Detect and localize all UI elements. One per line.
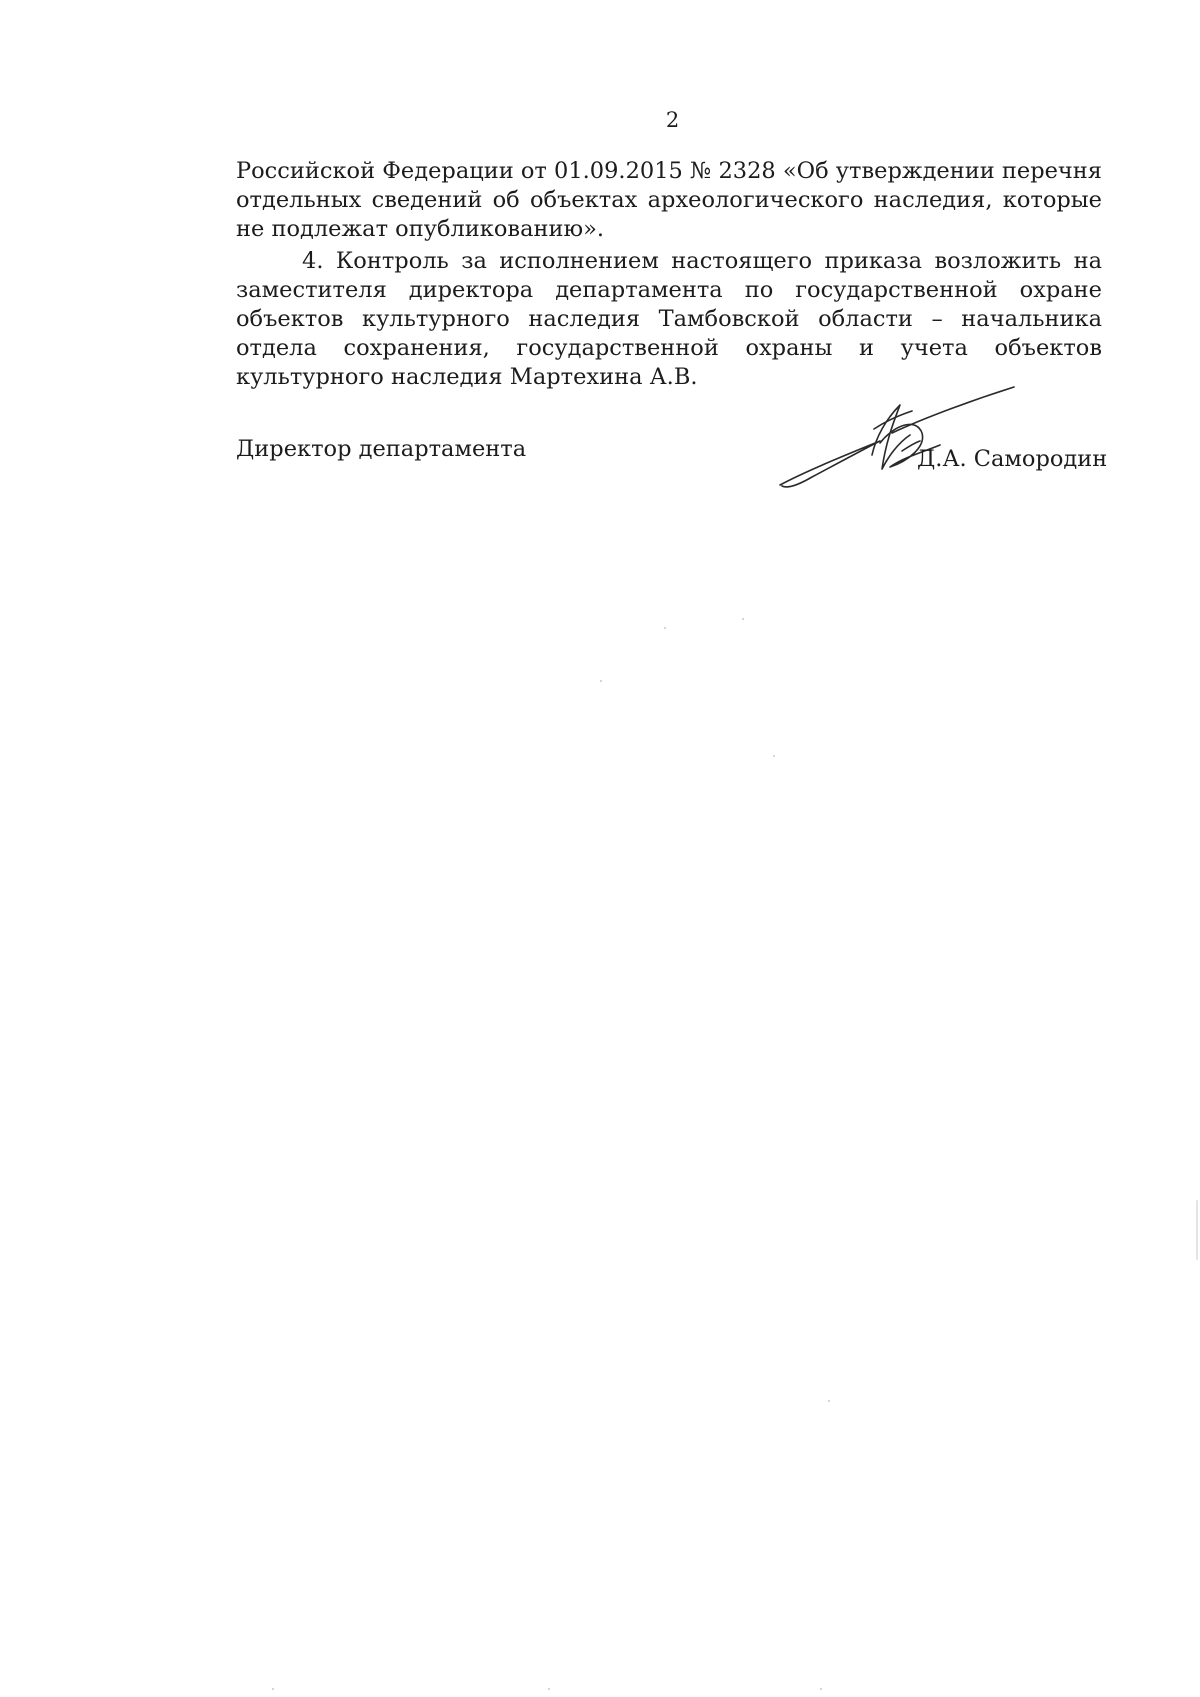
scan-speck [664, 627, 666, 629]
scan-edge [1196, 1200, 1198, 1260]
paragraph-item-4: 4. Контроль за исполнением настоящего приказа возложить на заместителя директора департамента по государственной охране объектов культурного наследия Тамбовской области – начальника отдела сохранения, государственной охраны и учета объектов культурного наследия Мартехина А.В. [236, 248, 1102, 390]
scan-speck [828, 1400, 830, 1402]
scan-speck [548, 1688, 550, 1690]
scan-speck [600, 680, 602, 682]
scan-speck [742, 618, 744, 620]
paragraph-continuation: Российской Федерации от 01.09.2015 № 2328 «Об утверждении перечня отдельных сведений об объектах археологического наследия, которые не подлежат опубликованию». [236, 158, 1102, 242]
page-number: 2 [665, 108, 680, 132]
scan-speck [272, 1688, 274, 1690]
signatory-name: Д.А. Самородин [917, 446, 1108, 472]
signatory-title: Директор департамента [236, 436, 527, 462]
handwritten-signature [776, 385, 1016, 497]
scan-speck [820, 1688, 822, 1690]
scan-speck [773, 755, 775, 757]
